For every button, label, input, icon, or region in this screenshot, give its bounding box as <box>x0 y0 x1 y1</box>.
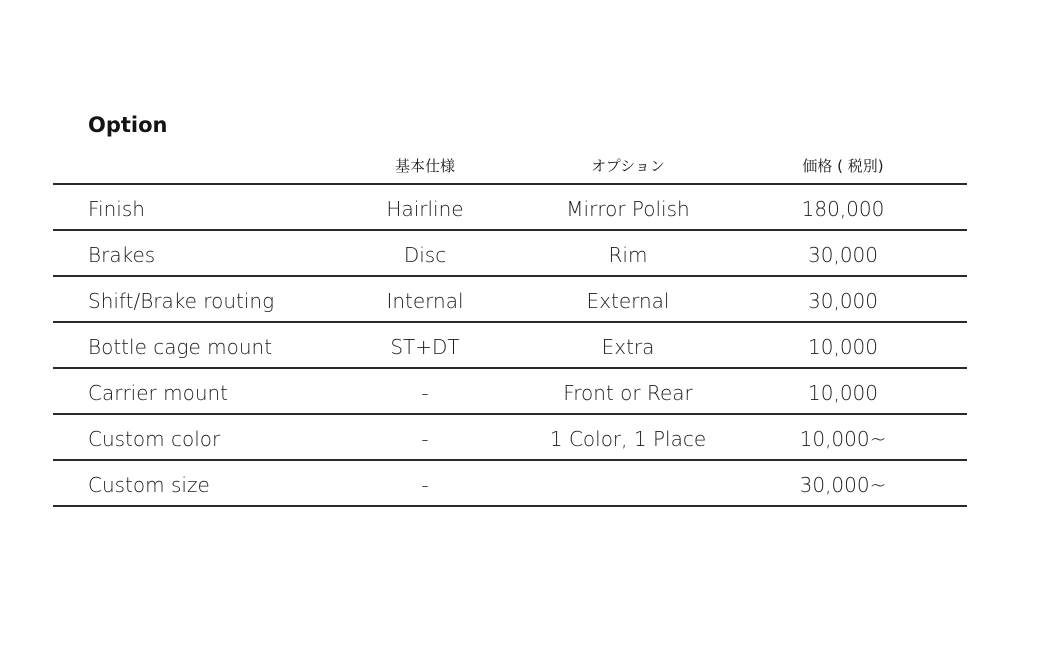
row-basic: - <box>421 427 429 451</box>
row-basic: Hairline <box>386 197 464 221</box>
row-price: 10,000 <box>808 381 878 405</box>
row-item: Custom size <box>88 473 210 497</box>
row-price: 10,000~ <box>799 427 887 451</box>
row-item: Finish <box>88 197 145 221</box>
row-basic: - <box>421 473 429 497</box>
row-option: External <box>586 289 670 313</box>
header-option: オプション <box>591 157 665 175</box>
row-price: 180,000 <box>801 197 885 221</box>
row-basic: Disc <box>403 243 447 267</box>
row-basic: - <box>421 381 429 405</box>
row-item: Shift/Brake routing <box>88 289 275 313</box>
row-price: 30,000~ <box>799 473 887 497</box>
row-item: Bottle cage mount <box>88 335 273 359</box>
section-title: Option <box>88 113 168 137</box>
option-price-table <box>53 150 967 507</box>
header-basic-spec: 基本仕様 <box>394 157 456 175</box>
table-row <box>53 185 967 231</box>
row-item: Custom color <box>88 427 221 451</box>
row-item: Brakes <box>88 243 156 267</box>
row-option: Rim <box>608 243 648 267</box>
table-row <box>53 231 967 277</box>
row-price: 30,000 <box>808 243 878 267</box>
row-price: 30,000 <box>808 289 878 313</box>
row-item: Carrier mount <box>88 381 229 405</box>
row-basic: ST+DT <box>390 335 460 359</box>
table-row <box>53 369 967 415</box>
row-option: Mirror Polish <box>566 197 690 221</box>
header-price: 価格 ( 税別) <box>802 157 884 175</box>
table-row <box>53 461 967 507</box>
row-option: Extra <box>601 335 655 359</box>
row-option: Front or Rear <box>563 381 693 405</box>
table-row <box>53 323 967 369</box>
row-option: 1 Color, 1 Place <box>549 427 707 451</box>
row-basic: Internal <box>386 289 464 313</box>
row-price: 10,000 <box>808 335 878 359</box>
table-row <box>53 415 967 461</box>
table-row <box>53 277 967 323</box>
table-header <box>53 150 967 185</box>
